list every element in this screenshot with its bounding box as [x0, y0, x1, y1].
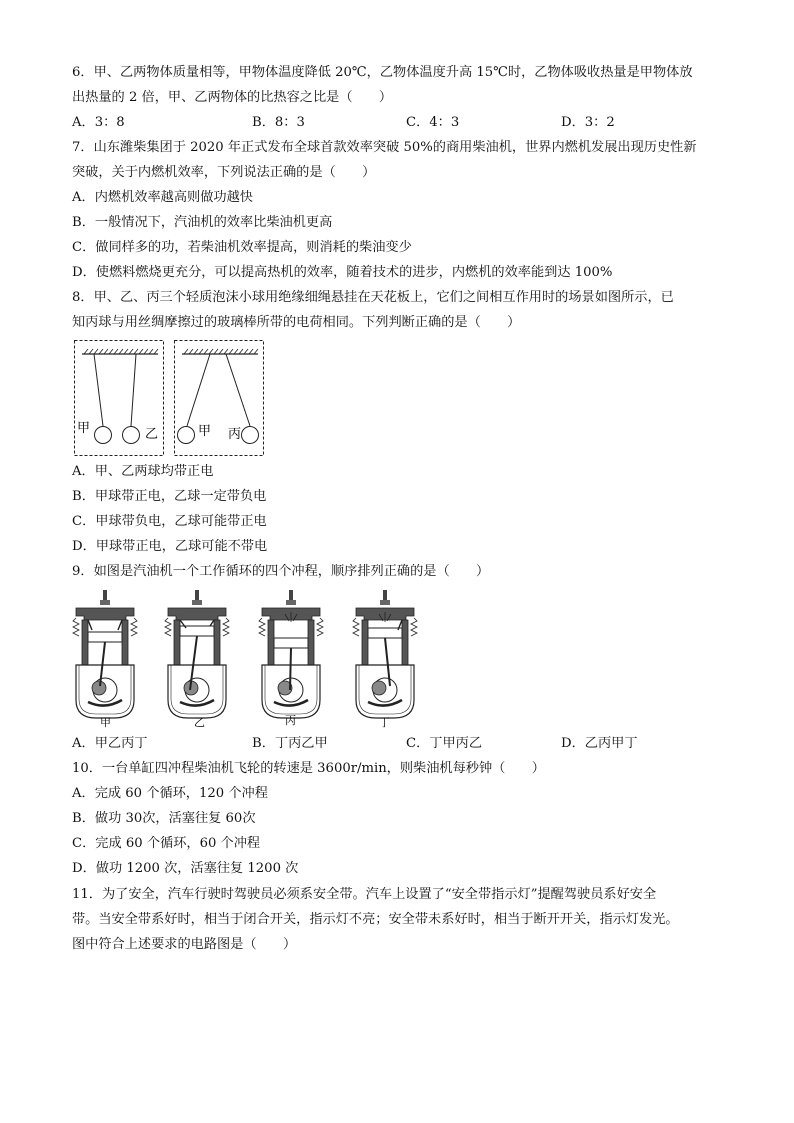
- q9-option-a: A．甲乙丙丁: [72, 736, 148, 751]
- q9-option-b: B．丁丙乙甲: [252, 736, 328, 751]
- q7-stem-line1: 7．山东潍柴集团于 2020 年正式发布全球首款效率突破 50%的商用柴油机，世界内燃机发展出现历史性新: [72, 140, 697, 155]
- q6-option-d: D．3：2: [561, 115, 615, 130]
- q6-option-c: C．4：3: [406, 115, 460, 130]
- q10-option-c: C．完成 60 个循环，60 个冲程: [72, 836, 261, 851]
- q9-option-c: C．丁甲丙乙: [406, 736, 483, 751]
- q10-option-a: A．完成 60 个循环，120 个冲程: [72, 786, 268, 801]
- q10-stem-line1: 10．一台单缸四冲程柴油机飞轮的转速是 3600r/min，则柴油机每秒钟（ ）: [72, 761, 545, 776]
- q8-label-left-b: 乙: [145, 427, 159, 442]
- q7-stem-line2: 突破，关于内燃机效率，下列说法正确的是（ ）: [72, 165, 376, 180]
- q8-figure-right: [174, 340, 264, 456]
- q8-stem-line2: 知丙球与用丝绸摩擦过的玻璃棒所带的电荷相同。下列判断正确的是（ ）: [72, 315, 521, 330]
- q6-option-b: B．8：3: [252, 115, 305, 130]
- q6-option-a: A．3：8: [72, 115, 125, 130]
- q9-engine-label-c: 丙: [285, 714, 296, 727]
- q9-engine-figures: [70, 590, 470, 730]
- q10-option-b: B．做功 30次，活塞往复 60次: [72, 811, 256, 826]
- q8-label-right-a: 甲: [198, 424, 212, 439]
- q9-engine-label-a: 甲: [100, 716, 111, 729]
- q6-stem-line2: 出热量的 2 倍，甲、乙两物体的比热容之比是（ ）: [72, 90, 393, 105]
- q7-option-c: C．做同样多的功，若柴油机效率提高，则消耗的柴油变少: [72, 240, 412, 255]
- q9-stem-line1: 9．如图是汽油机一个工作循环的四个冲程，顺序排列正确的是（ ）: [72, 564, 490, 579]
- q10-option-d: D．做功 1200 次，活塞往复 1200 次: [72, 861, 299, 876]
- q6-stem-line1: 6．甲、乙两物体质量相等，甲物体温度降低 20℃，乙物体温度升高 15℃时，乙物体吸收热量是甲物体放: [72, 65, 693, 80]
- q9-engine-label-b: 乙: [194, 716, 205, 729]
- q7-option-a: A．内燃机效率越高则做功越快: [72, 190, 253, 205]
- q11-stem-line1: 11．为了安全，汽车行驶时驾驶员必须系安全带。汽车上设置了“安全带指示灯”提醒驾驶员系好安全: [72, 887, 657, 902]
- q7-option-b: B．一般情况下，汽油机的效率比柴油机更高: [72, 215, 333, 230]
- q7-option-d: D．使燃料燃烧更充分，可以提高热机的效率，随着技术的进步，内燃机的效率能到达 100%: [72, 265, 613, 280]
- q9-option-d: D．乙丙甲丁: [561, 736, 638, 751]
- q8-option-d: D．甲球带正电，乙球可能不带电: [72, 539, 268, 554]
- q8-option-b: B．甲球带正电，乙球一定带负电: [72, 489, 267, 504]
- q11-stem-line2: 带。当安全带系好时，相当于闭合开关，指示灯不亮；安全带未系好时，相当于断开开关，指示灯发光。: [72, 912, 679, 927]
- q8-option-a: A．甲、乙两球均带正电: [72, 464, 214, 479]
- q8-figure-left: [74, 340, 164, 456]
- q9-engine-label-d: 丁: [379, 716, 390, 729]
- q8-stem-line1: 8．甲、乙、丙三个轻质泡沫小球用绝缘细绳悬挂在天花板上，它们之间相互作用时的场景如图所示，已: [72, 290, 674, 305]
- q8-label-right-b: 丙: [228, 427, 242, 442]
- q8-label-left-a: 甲: [77, 421, 91, 436]
- q8-option-c: C．甲球带负电，乙球可能带正电: [72, 514, 267, 529]
- q11-stem-line3: 图中符合上述要求的电路图是（ ）: [72, 937, 297, 952]
